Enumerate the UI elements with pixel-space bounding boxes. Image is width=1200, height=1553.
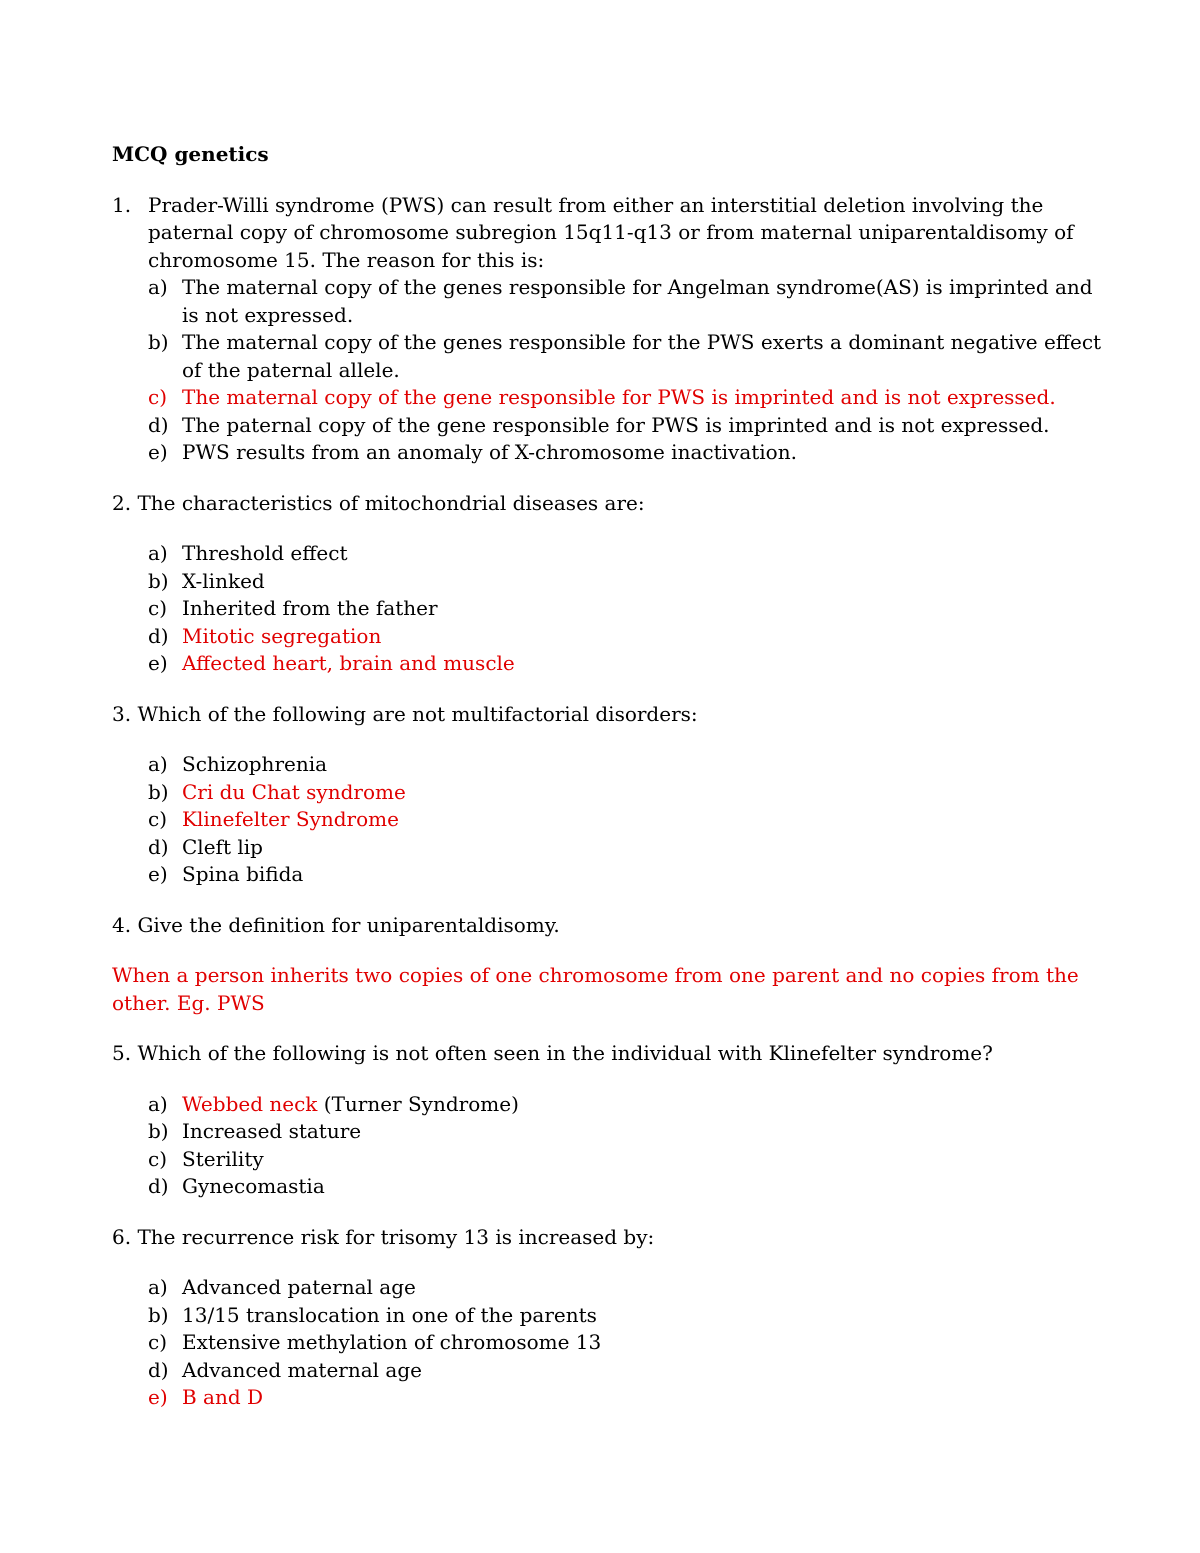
document-title: MCQ genetics bbox=[112, 142, 269, 166]
question-6: 6. The recurrence risk for trisomy 13 is increased by: bbox=[112, 1224, 655, 1249]
option-text: Increased stature bbox=[182, 1119, 362, 1143]
option-c-correct bbox=[148, 384, 1112, 412]
option-letter: b) bbox=[148, 568, 169, 593]
option-d bbox=[112, 834, 1112, 862]
option-d bbox=[148, 412, 1112, 440]
option-note: (Turner Syndrome) bbox=[317, 1091, 519, 1116]
option-text: The paternal copy of the gene responsible for PWS is imprinted and is not expressed. bbox=[182, 412, 1050, 437]
option-letter: c) bbox=[148, 596, 168, 620]
option-a bbox=[112, 540, 1112, 568]
option-text: Schizophrenia bbox=[182, 752, 328, 776]
option-a bbox=[112, 1274, 1112, 1302]
option-text: The maternal copy of the genes responsible for Angelman syndrome(AS) is imprinted and is not expressed. bbox=[182, 275, 1093, 327]
option-letter: d) bbox=[148, 1357, 169, 1382]
option-d-correct bbox=[112, 623, 1112, 651]
option-a bbox=[112, 751, 1112, 779]
option-c bbox=[112, 595, 1112, 623]
option-list bbox=[112, 1274, 1112, 1412]
option-text: Spina bifida bbox=[182, 862, 304, 886]
option-letter: c) bbox=[148, 385, 168, 409]
option-b bbox=[112, 1302, 1112, 1330]
option-e-correct bbox=[112, 650, 1112, 678]
question-5: 5. Which of the following is not often seen in the individual with Klinefelter syndrome? bbox=[112, 1041, 993, 1065]
option-c-correct bbox=[112, 806, 1112, 834]
question-4: 4. Give the definition for uniparentaldisomy. bbox=[112, 912, 560, 937]
option-text: X-linked bbox=[182, 568, 265, 593]
option-letter: e) bbox=[148, 651, 168, 675]
option-text: 13/15 translocation in one of the parents bbox=[182, 1302, 597, 1327]
option-list bbox=[112, 540, 1112, 678]
document-content bbox=[112, 141, 1112, 1412]
option-text: Gynecomastia bbox=[182, 1174, 325, 1198]
option-text: PWS results from an anomaly of X-chromosome inactivation. bbox=[182, 440, 797, 464]
option-c bbox=[112, 1146, 1112, 1174]
option-d bbox=[112, 1357, 1112, 1385]
option-text: Mitotic segregation bbox=[182, 623, 382, 648]
answer-text: When a person inherits two copies of one chromosome from one parent and no copies from the other. Eg. PWS bbox=[112, 963, 1079, 1015]
option-letter: a) bbox=[148, 1091, 168, 1116]
option-b bbox=[112, 568, 1112, 596]
option-letter: e) bbox=[148, 1385, 168, 1409]
option-letter: c) bbox=[148, 1330, 168, 1354]
question-3: 3. Which of the following are not multifactorial disorders: bbox=[112, 701, 698, 726]
option-letter: c) bbox=[148, 807, 168, 831]
option-letter: a) bbox=[148, 541, 168, 565]
option-text: Extensive methylation of chromosome 13 bbox=[182, 1330, 602, 1354]
option-letter: e) bbox=[148, 862, 168, 886]
option-e-correct bbox=[112, 1384, 1112, 1412]
option-letter: a) bbox=[148, 275, 168, 299]
option-letter: b) bbox=[148, 1119, 169, 1143]
option-letter: b) bbox=[148, 1302, 169, 1327]
option-letter: d) bbox=[148, 1174, 169, 1198]
option-text: The maternal copy of the gene responsible for PWS is imprinted and is not expressed. bbox=[182, 385, 1056, 409]
option-b bbox=[148, 329, 1112, 384]
option-letter: b) bbox=[148, 330, 169, 354]
option-list bbox=[148, 274, 1112, 467]
option-list bbox=[112, 1091, 1112, 1201]
option-e bbox=[148, 439, 1112, 467]
option-text: Inherited from the father bbox=[182, 596, 438, 620]
option-text: Sterility bbox=[182, 1146, 264, 1171]
option-text: Advanced maternal age bbox=[182, 1357, 422, 1382]
option-letter: a) bbox=[148, 1275, 168, 1299]
option-letter: d) bbox=[148, 623, 169, 648]
option-text: Cleft lip bbox=[182, 834, 263, 859]
option-a-correct bbox=[112, 1091, 1112, 1119]
question-1 bbox=[112, 192, 1112, 467]
option-text: Webbed neck bbox=[182, 1091, 318, 1116]
option-letter: e) bbox=[148, 440, 168, 464]
option-letter: b) bbox=[148, 779, 169, 804]
option-text: Advanced paternal age bbox=[182, 1275, 416, 1299]
option-letter: d) bbox=[148, 412, 169, 437]
option-b-correct bbox=[112, 779, 1112, 807]
option-text: The maternal copy of the genes responsible for the PWS exerts a dominant negative effect of the paternal allele. bbox=[182, 330, 1102, 382]
option-text: Klinefelter Syndrome bbox=[182, 807, 399, 831]
option-a bbox=[148, 274, 1112, 329]
option-text: B and D bbox=[182, 1385, 264, 1409]
option-b bbox=[112, 1118, 1112, 1146]
option-letter: c) bbox=[148, 1146, 168, 1171]
option-d bbox=[112, 1173, 1112, 1201]
option-list bbox=[112, 751, 1112, 889]
option-letter: d) bbox=[148, 834, 169, 859]
option-text: Threshold effect bbox=[182, 541, 348, 565]
option-text: Affected heart, brain and muscle bbox=[182, 651, 515, 675]
option-text: Cri du Chat syndrome bbox=[182, 779, 406, 804]
option-letter: a) bbox=[148, 752, 168, 776]
question-text: Prader-Willi syndrome (PWS) can result from either an interstitial deletion involving the paternal copy of chromosome subregion 15q11-q13 or from maternal uniparentaldisomy of chromosome 15. The reason for this is: bbox=[148, 192, 1074, 272]
option-c bbox=[112, 1329, 1112, 1357]
question-number: 1. bbox=[112, 192, 132, 217]
option-e bbox=[112, 861, 1112, 889]
question-2: 2. The characteristics of mitochondrial diseases are: bbox=[112, 490, 645, 515]
